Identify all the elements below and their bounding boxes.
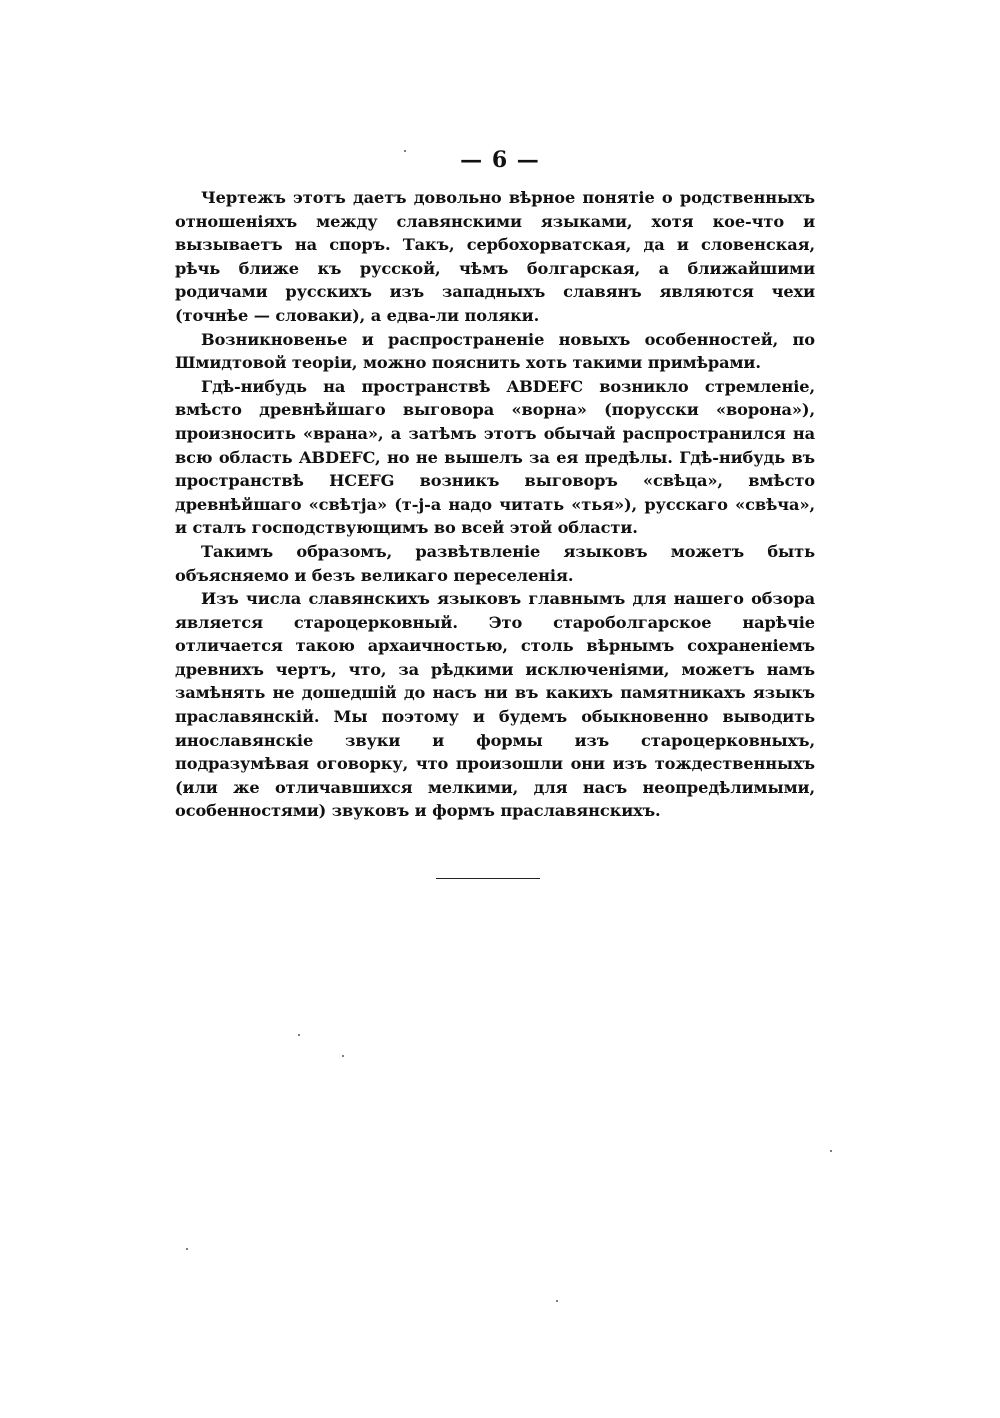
paragraph-5: Изъ числа славянскихъ языковъ главнымъ для нашего обзора является староцерковный. Это староболгарское нарѣчіе отличается такою архаичностью, столь вѣрнымъ сохраненіемъ древнихъ чертъ, что, за рѣдкими исключеніями, можетъ намъ замѣнять не дошедшій до насъ ни въ какихъ памятникахъ языкъ праславянскій. Мы поэтому и будемъ обыкновенно выводить инославянскіе звуки и формы изъ староцерковныхъ, подразумѣвая оговорку, что произошли они изъ тождественныхъ (или же отличавшихся мелкими, для насъ неопредѣлимыми, особенностями) звуковъ и формъ праславянскихъ. [175, 589, 815, 821]
paragraph-1: Чертежъ этотъ даетъ довольно вѣрное понятіе о родственныхъ отношеніяхъ между славянскими языками, хотя кое-что и вызываетъ на споръ. Такъ, сербохорватская, да и словенская, рѣчь ближе къ русской, чѣмъ болгарская, а ближайшими родичами русскихъ изъ западныхъ славянъ являются чехи (точнѣе — словаки), а едва-ли поляки. [175, 188, 815, 325]
scan-speck [556, 1300, 558, 1302]
scan-speck [830, 1150, 832, 1152]
paragraph-4: Такимъ образомъ, развѣтвленіе языковъ можетъ быть объясняемо и безъ великаго переселенія. [175, 541, 815, 585]
end-rule [436, 878, 540, 879]
scan-speck [404, 150, 406, 152]
scan-speck [186, 1248, 188, 1250]
paragraph-2: Возникновенье и распространеніе новыхъ особенностей, по Шмидтовой теоріи, можно пояснить хоть такими примѣрами. [175, 329, 815, 373]
body-text [175, 186, 815, 823]
page-number: — 6 — [460, 147, 540, 173]
paragraph-3: Гдѣ-нибудь на пространствѣ ABDEFC возникло стремленіе, вмѣсто древнѣйшаго выговора «ворна» (порусски «ворона»), произносить «врана», а затѣмъ этотъ обычай распространился на всю область ABDEFC, но не вышелъ за ея предѣлы. Гдѣ-нибудь въ пространствѣ HCEFG возникъ выговоръ «свѣца», вмѣсто древнѣйшаго «свѣтја» (т-j-а надо читать «тья»), русскаго «свѣча», и сталъ господствующимъ во всей этой области. [175, 376, 815, 538]
scan-speck [342, 1055, 344, 1057]
scan-speck [298, 1034, 300, 1036]
